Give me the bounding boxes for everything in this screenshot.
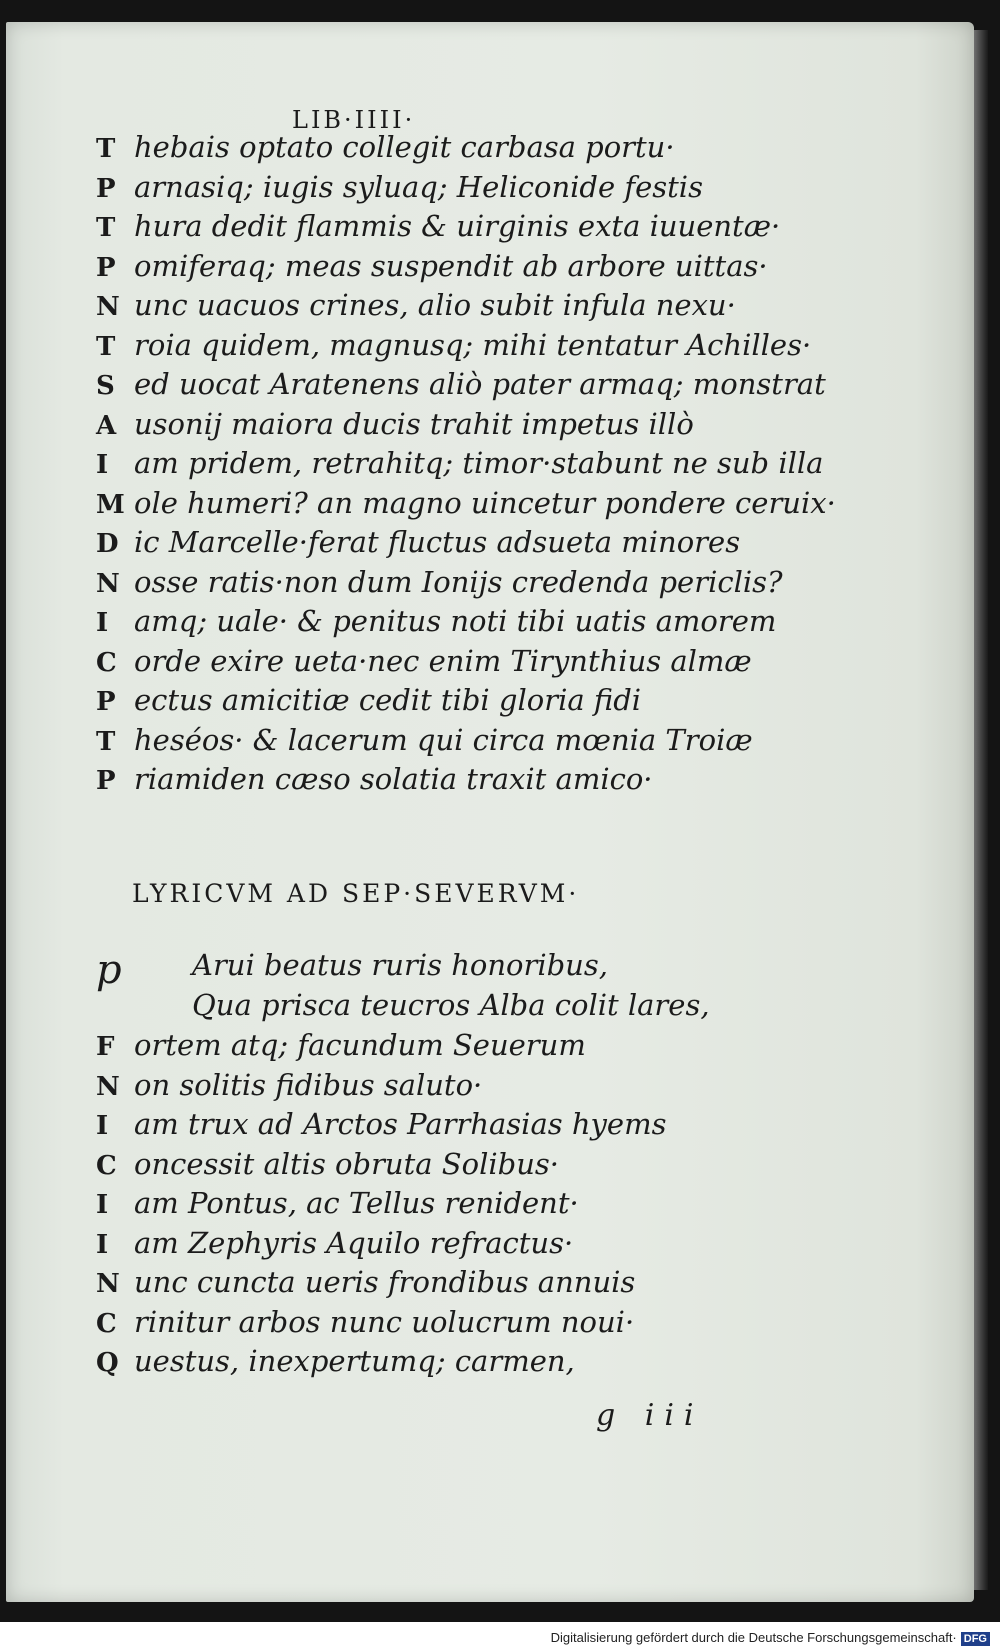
verse-initial: T — [96, 331, 116, 362]
verse-line — [96, 565, 783, 599]
credit-text: Digitalisierung gefördert durch die Deutsche Forschungsgemeinschaft· — [550, 1630, 957, 1645]
verse-initial: M — [96, 489, 125, 520]
verse-line — [96, 1068, 482, 1102]
verse-initial: N — [96, 568, 120, 599]
verse-line — [96, 170, 703, 204]
verse-text: ic Marcelle·ferat fluctus adsueta minores — [134, 525, 741, 559]
page-header: LIB·IIII· — [292, 106, 416, 134]
verse-text: orde exire ueta·nec enim Tirynthius almæ — [134, 643, 752, 678]
verse-initial: P — [96, 173, 116, 204]
verse-text: ectus amicitiæ cedit tibi gloria fidi — [134, 683, 642, 717]
verse-initial: I — [96, 450, 109, 480]
verse-initial: P — [96, 766, 116, 796]
verse-line — [96, 1344, 575, 1378]
verse-line — [96, 446, 823, 480]
verse-line — [96, 288, 736, 322]
verse-text: hebais optato collegit carbasa portu· — [134, 130, 675, 164]
verse-initial: T — [96, 134, 116, 164]
verse-initial: T — [96, 213, 116, 243]
dfg-logo: DFG — [961, 1632, 990, 1646]
verse-initial: C — [96, 647, 117, 678]
verse-line — [96, 1028, 586, 1062]
verse-initial: I — [96, 608, 109, 638]
verse-text: amq; uale· & penitus noti tibi uatis amorem — [134, 604, 777, 638]
verse-text: unc uacuos crines, alio subit infula nexu· — [134, 288, 736, 322]
book-edge — [974, 30, 988, 1590]
verse-text: uestus, inexpertumq; carmen, — [134, 1344, 575, 1378]
verse-line — [96, 130, 675, 164]
verse-text: ole humeri? an magno uincetur pondere ceruix· — [134, 485, 836, 520]
verse-line — [96, 249, 768, 283]
verse-text: omiferaq; meas suspendit ab arbore uittas· — [134, 248, 768, 283]
verse-text: ed uocat Aratenens aliò pater armaq; monstrat — [134, 367, 826, 401]
verse-initial: P — [96, 252, 116, 283]
verse-line — [96, 1305, 634, 1339]
ode-line: Arui beatus ruris honoribus, — [192, 948, 608, 982]
verse-text: hura dedit flammis & uirginis exta iuuentæ· — [134, 209, 781, 243]
verse-text: on solitis fidibus saluto· — [134, 1067, 483, 1102]
verse-text: am pridem, retrahitq; timor·stabunt ne sub illa — [134, 446, 824, 480]
verse-initial: D — [96, 529, 119, 559]
verse-initial: C — [96, 1150, 117, 1181]
verse-initial: N — [96, 1269, 120, 1299]
verse-initial: I — [96, 1229, 109, 1260]
verse-line — [96, 209, 780, 243]
verse-text: usonij maiora ducis trahit impetus illò — [134, 406, 694, 441]
verse-line — [96, 1147, 559, 1181]
verse-initial: F — [96, 1032, 115, 1062]
digitization-credit — [551, 1630, 990, 1646]
verse-initial: I — [96, 1111, 109, 1141]
verse-initial: I — [96, 1190, 109, 1220]
verse-text: riamiden cæso solatia traxit amico· — [134, 762, 653, 796]
ode-line: Qua prisca teucros Alba colit lares, — [192, 988, 710, 1022]
book-page — [6, 22, 974, 1602]
verse-text: am Pontus, ac Tellus renident· — [134, 1186, 579, 1220]
verse-line — [96, 328, 811, 362]
verse-text: unc cuncta ueris frondibus annuis — [134, 1265, 636, 1299]
verse-text: osse ratis·non dum Ionijs credenda periclis? — [134, 564, 783, 599]
verse-initial: T — [96, 726, 116, 757]
verse-initial: C — [96, 1308, 117, 1339]
verse-line — [96, 525, 740, 559]
verse-text: oncessit altis obruta Solibus· — [134, 1146, 559, 1181]
verse-initial: N — [96, 1071, 120, 1102]
signature-mark: g iii — [596, 1398, 704, 1433]
verse-line — [96, 407, 694, 441]
verse-initial: P — [96, 687, 116, 717]
verse-text: heséos· & lacerum qui circa mœnia Troiæ — [134, 722, 753, 757]
verse-text: ortem atq; facundum Seuerum — [134, 1028, 586, 1062]
verse-initial: Q — [96, 1348, 119, 1378]
verse-initial: S — [96, 371, 115, 401]
verse-line — [96, 367, 826, 401]
poem-title: LYRICVM AD SEP·SEVERVM· — [132, 879, 580, 908]
verse-text: arnasiq; iugis syluaq; Heliconide festis — [134, 169, 703, 204]
verse-line — [96, 1107, 666, 1141]
verse-line — [96, 486, 836, 520]
verse-text: am Zephyris Aquilo refractus· — [134, 1225, 574, 1260]
verse-line — [96, 604, 776, 638]
ode-initial: p — [96, 947, 122, 993]
verse-line — [96, 1226, 573, 1260]
verse-line — [96, 1186, 579, 1220]
verse-line — [96, 683, 641, 717]
verse-line — [96, 644, 752, 678]
verse-text: rinitur arbos nunc uolucrum noui· — [134, 1304, 635, 1339]
verse-initial: A — [96, 410, 117, 441]
verse-line — [96, 762, 653, 796]
verse-line — [96, 1265, 635, 1299]
verse-initial: N — [96, 292, 120, 322]
verse-text: roia quidem, magnusq; mihi tentatur Achilles· — [134, 327, 812, 362]
verse-line — [96, 723, 753, 757]
verse-text: am trux ad Arctos Parrhasias hyems — [134, 1107, 667, 1141]
